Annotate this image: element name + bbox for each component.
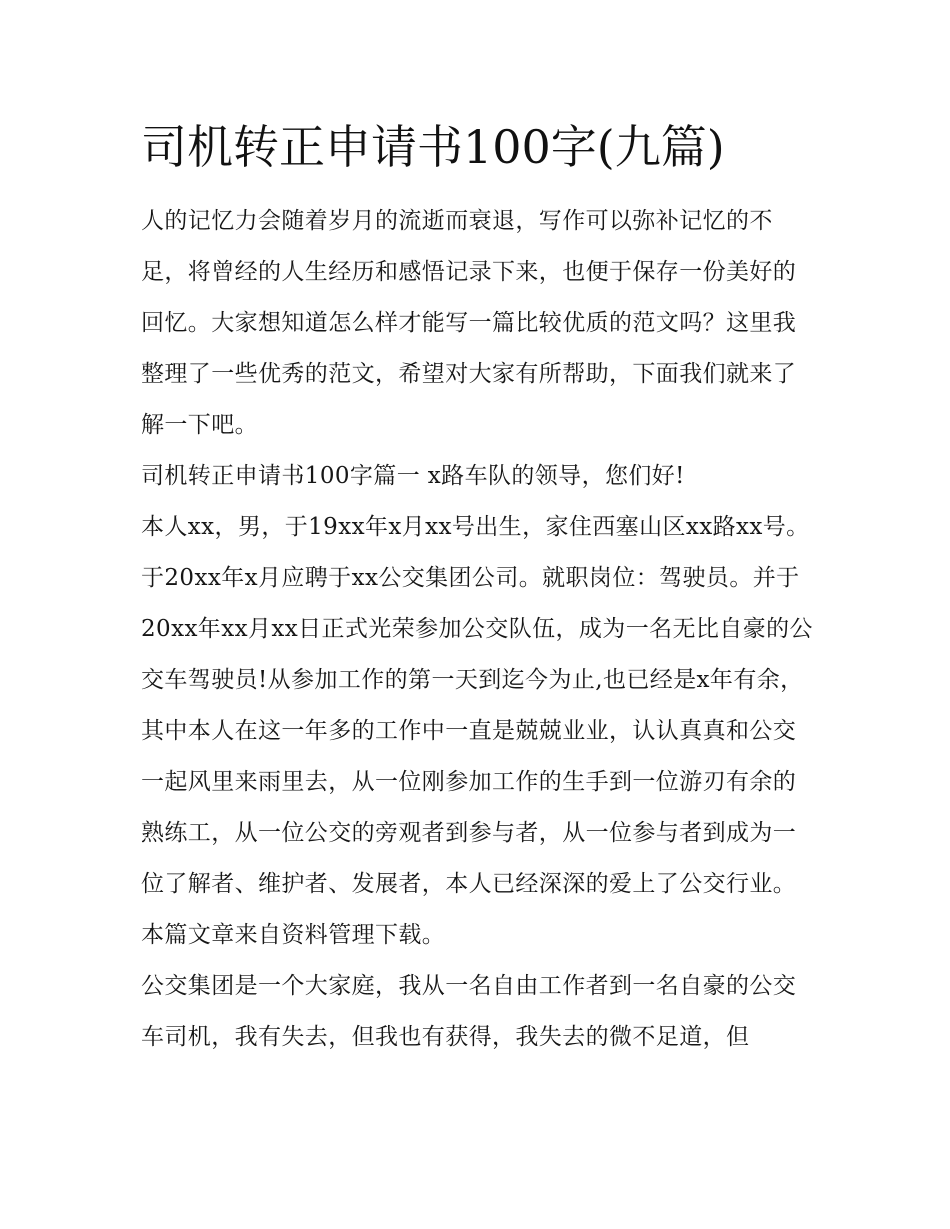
document-body <box>141 196 813 1063</box>
intro-paragraph: 人的记忆力会随着岁月的流逝而衰退，写作可以弥补记忆的不足，将曾经的人生经历和感悟记录下来，也便于保存一份美好的回忆。大家想知道怎么样才能写一篇比较优质的范文吗？这里我整理了一些优秀的范文，希望对大家有所帮助，下面我们就来了解一下吧。 <box>141 208 797 438</box>
section-heading-paragraph: 司机转正申请书100字篇一 x路车队的领导，您们好! <box>141 463 685 489</box>
body-paragraph: 本人xx，男，于19xx年x月xx号出生，家住西塞山区xx路xx号。于20xx年x月应聘于xx公交集团公司。就职岗位：驾驶员。并于20xx年xx月xx日正式光荣参加公交队伍，成为一名无比自豪的公交车驾驶员!从参加工作的第一天到迄今为止,也已经是x年有余，其中本人在这一年多的工作中一直是兢兢业业，认认真真和公交一起风里来雨里去，从一位刚参加工作的生手到一位游刃有余的熟练工，从一位公交的旁观者到参与者，从一位参与者到成为一位了解者、维护者、发展者，本人已经深深的爱上了公交行业。本篇文章来自资料管理下载。 <box>141 514 813 948</box>
document-title: 司机转正申请书100字(九篇) <box>141 120 725 174</box>
body-paragraph: 公交集团是一个大家庭，我从一名自由工作者到一名自豪的公交车司机，我有失去，但我也有获得，我失去的微不足道，但 <box>141 973 797 1050</box>
